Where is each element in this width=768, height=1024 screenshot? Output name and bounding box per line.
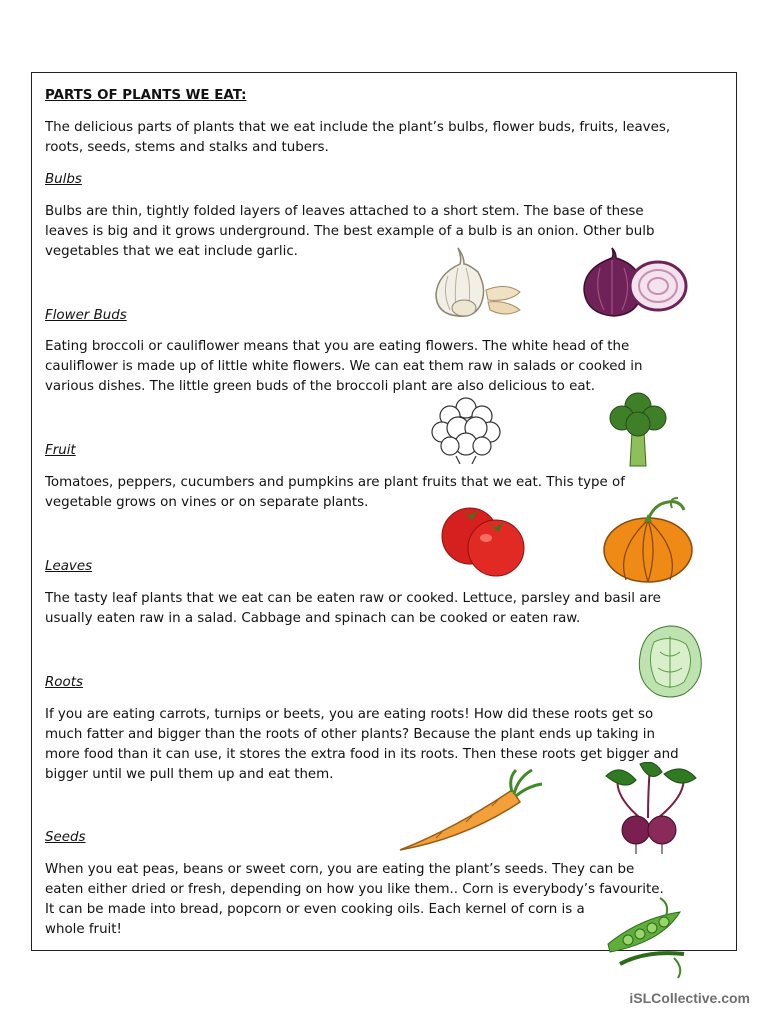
pumpkin-illustration [598, 496, 702, 586]
tomatoes-illustration [438, 496, 528, 580]
fruit-line-1: Tomatoes, peppers, cucumbers and pumpkins are plant fruits that we eat. This type of [45, 475, 625, 490]
seeds-line-4: whole fruit! [45, 922, 122, 937]
watermark: iSLCollective.com [629, 990, 750, 1006]
bulbs-line-1: Bulbs are thin, tightly folded layers of leaves attached to a short stem. The base of these [45, 204, 644, 219]
section-heading-roots: Roots [45, 675, 83, 690]
leaves-line-2: usually eaten raw in a salad. Cabbage and spinach can be cooked or eaten raw. [45, 611, 581, 626]
cauliflower-illustration [430, 394, 502, 464]
flower-buds-line-3: various dishes. The little green buds of the broccoli plant are also delicious to eat. [45, 379, 596, 394]
section-heading-bulbs: Bulbs [45, 172, 82, 187]
red-onion-illustration [578, 244, 690, 320]
seeds-line-2: eaten either dried or fresh, depending on how you like them.. Corn is everybody’s favourite. [45, 882, 664, 897]
intro-line-2: roots, seeds, stems and stalks and tubers. [45, 140, 329, 155]
lettuce-illustration [634, 622, 706, 700]
fruit-line-2: vegetable grows on vines or on separate plants. [45, 495, 369, 510]
flower-buds-line-1: Eating broccoli or cauliflower means that you are eating flowers. The white head of the [45, 339, 630, 354]
garlic-illustration [428, 244, 528, 322]
bulbs-line-3: vegetables that we eat include garlic. [45, 244, 298, 259]
intro-line-1: The delicious parts of plants that we eat include the plant’s bulbs, flower buds, fruits, leaves, [45, 120, 671, 135]
roots-line-4: bigger until we pull them up and eat them. [45, 767, 334, 782]
section-heading-flower-buds: Flower Buds [45, 308, 127, 323]
roots-line-2: much fatter and bigger than the roots of other plants? Because the plant ends up taking in [45, 727, 656, 742]
pea-pods-illustration [600, 894, 690, 980]
leaves-line-1: The tasty leaf plants that we eat can be eaten raw or cooked. Lettuce, parsley and basil are [45, 591, 661, 606]
section-heading-fruit: Fruit [45, 443, 76, 458]
broccoli-illustration [608, 392, 670, 468]
bulbs-line-2: leaves is big and it grows underground. The best example of a bulb is an onion. Other bulb [45, 224, 655, 239]
beets-illustration [600, 762, 700, 856]
carrot-illustration [396, 768, 546, 854]
seeds-line-3: It can be made into bread, popcorn or even cooking oils. Each kernel of corn is a [45, 902, 585, 917]
seeds-line-1: When you eat peas, beans or sweet corn, you are eating the plant’s seeds. They can be [45, 862, 635, 877]
section-heading-seeds: Seeds [45, 830, 86, 845]
roots-line-3: more food than it can use, it stores the extra food in its roots. Then these roots get bigger and [45, 747, 679, 762]
worksheet-title: PARTS OF PLANTS WE EAT: [45, 88, 247, 103]
roots-line-1: If you are eating carrots, turnips or beets, you are eating roots! How did these roots get so [45, 707, 654, 722]
section-heading-leaves: Leaves [45, 559, 93, 574]
flower-buds-line-2: cauliflower is made up of little white flowers. We can eat them raw in salads or cooked in [45, 359, 643, 374]
